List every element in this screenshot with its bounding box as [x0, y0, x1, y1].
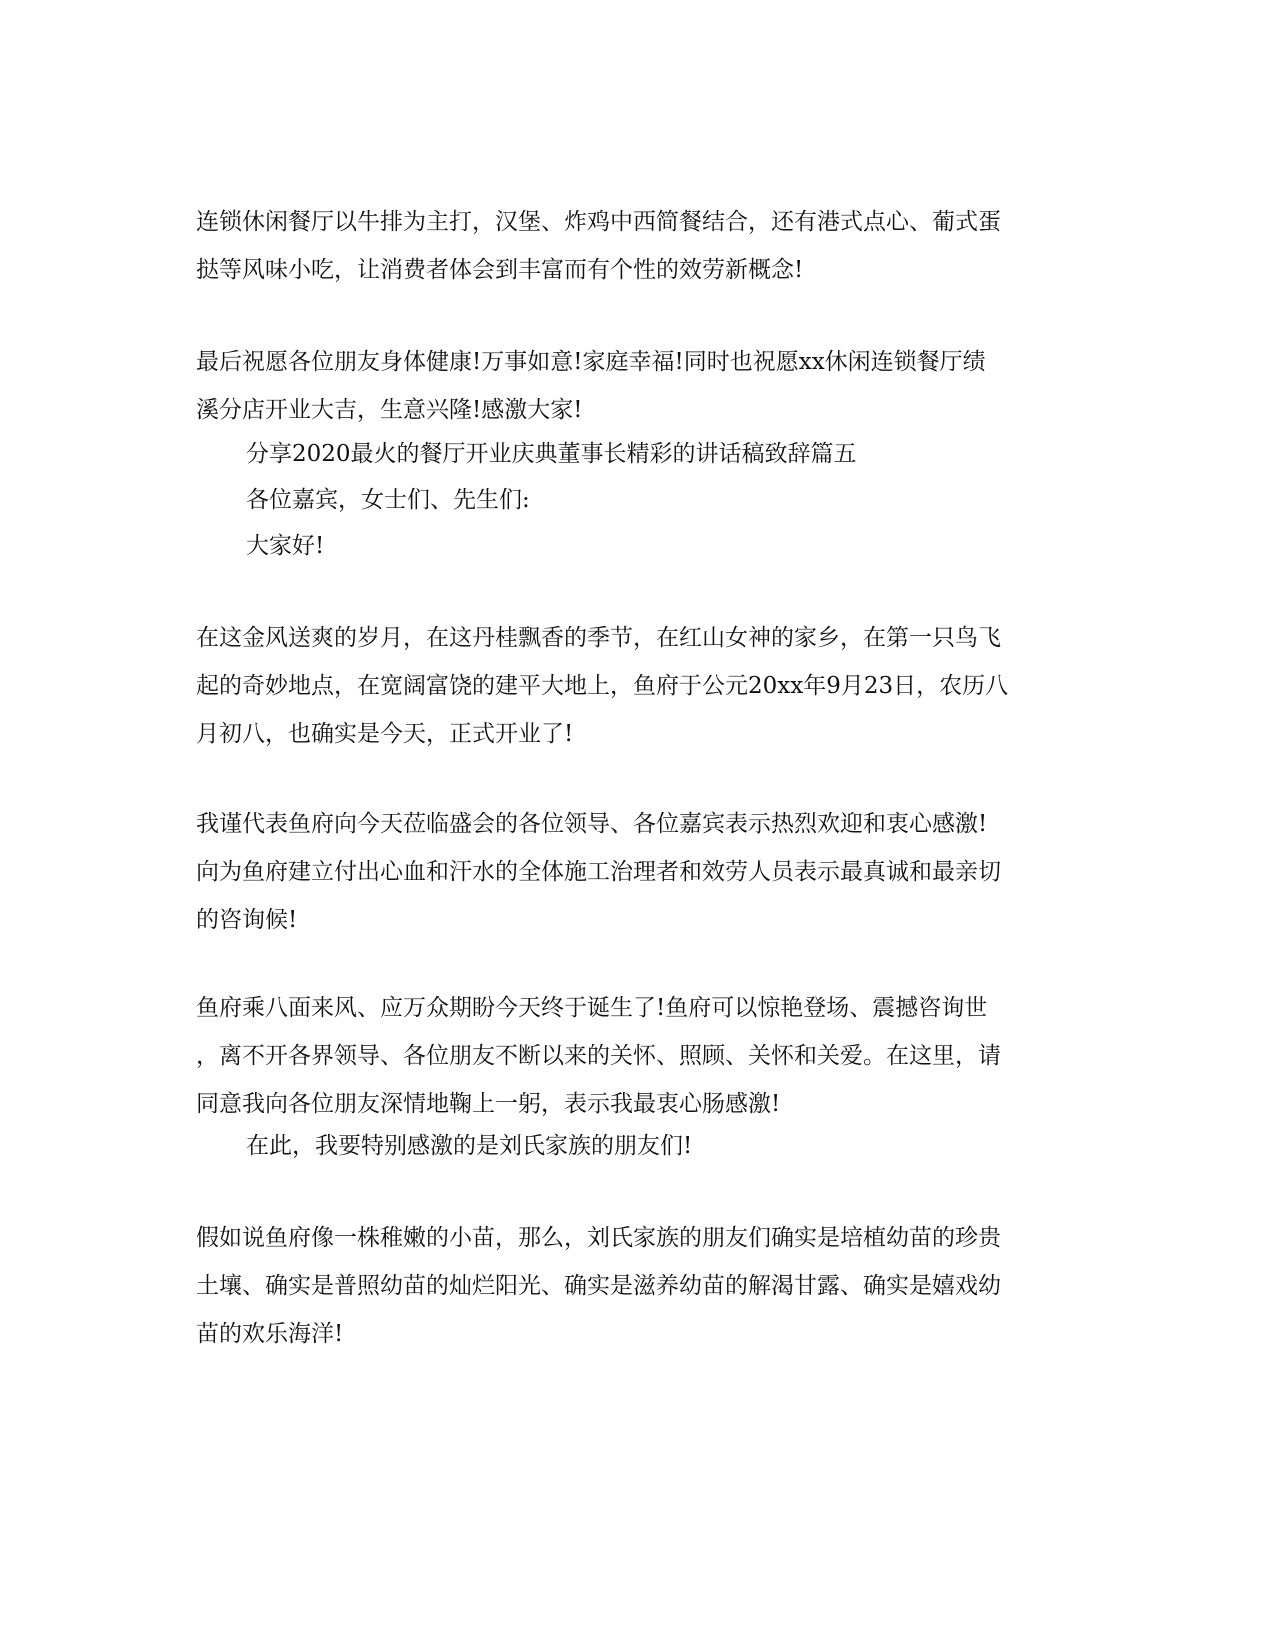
text-line: 挞等风味小吃，让消费者体会到丰富而有个性的效劳新概念! — [196, 257, 804, 283]
text-line: 分享2020最火的餐厅开业庆典董事长精彩的讲话稿致辞篇五 — [246, 441, 857, 467]
paragraph-thanks — [196, 800, 1076, 944]
text-line: 月初八，也确实是今天，正式开业了! — [196, 721, 574, 747]
text-line: 在此，我要特别感激的是刘氏家族的朋友们! — [246, 1133, 693, 1159]
text-line: 在这金风送爽的岁月，在这丹桂飘香的季节，在红山女神的家乡，在第一只鸟飞 — [196, 625, 1001, 651]
section-heading — [246, 430, 1126, 478]
greeting — [246, 522, 1126, 570]
paragraph-opening — [196, 614, 1076, 758]
paragraph-restaurant-intro — [196, 198, 1076, 294]
paragraph-debut — [196, 984, 1076, 1128]
text-line: 的咨询候! — [196, 907, 298, 933]
text-line: 连锁休闲餐厅以牛排为主打，汉堡、炸鸡中西简餐结合，还有港式点心、葡式蛋 — [196, 209, 1001, 235]
text-line: 我谨代表鱼府向今天莅临盛会的各位领导、各位嘉宾表示热烈欢迎和衷心感激! — [196, 811, 988, 837]
text-line: 土壤、确实是普照幼苗的灿烂阳光、确实是滋养幼苗的解渴甘露、确实是嬉戏幼 — [196, 1273, 1001, 1299]
text-line: 溪分店开业大吉，生意兴隆!感激大家! — [196, 397, 583, 423]
text-line: 向为鱼府建立付出心血和汗水的全体施工治理者和效劳人员表示最真诚和最亲切 — [196, 859, 1001, 885]
text-line: 同意我向各位朋友深情地鞠上一躬，表示我最衷心肠感激! — [196, 1091, 781, 1117]
text-line: 起的奇妙地点，在宽阔富饶的建平大地上，鱼府于公元20xx年9月23日，农历八 — [196, 673, 1009, 699]
text-line: 假如说鱼府像一株稚嫩的小苗，那么，刘氏家族的朋友们确实是培植幼苗的珍贵 — [196, 1225, 1001, 1251]
text-line: 各位嘉宾，女士们、先生们: — [246, 487, 530, 513]
paragraph-metaphor — [196, 1214, 1076, 1358]
text-line: 大家好! — [246, 533, 325, 559]
salutation — [246, 476, 1126, 524]
paragraph-closing-wishes — [196, 338, 1076, 434]
text-line: 苗的欢乐海洋! — [196, 1321, 344, 1347]
text-line: 鱼府乘八面来风、应万众期盼今天终于诞生了!鱼府可以惊艳登场、震撼咨询世 — [196, 995, 988, 1021]
text-line: 最后祝愿各位朋友身体健康!万事如意!家庭幸福!同时也祝愿xx休闲连锁餐厅绩 — [196, 349, 986, 375]
text-line: ，离不开各界领导、各位朋友不断以来的关怀、照顾、关怀和关爱。在这里，请 — [196, 1043, 1001, 1069]
paragraph-special-thanks — [246, 1122, 1126, 1170]
